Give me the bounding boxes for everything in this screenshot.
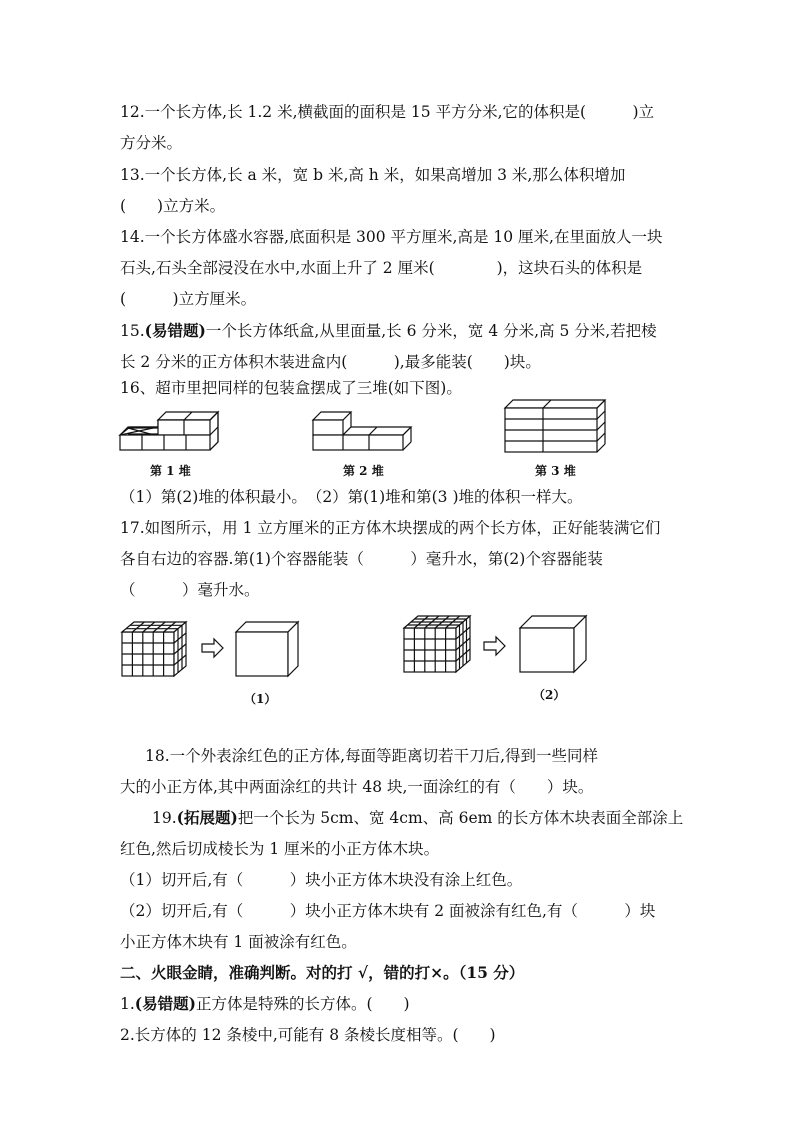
q18-line2: 大的小正方体,其中两面涂红的共计 48 块,一面涂红的有（ ）块。 — [120, 778, 594, 796]
q19-tag: (拓展题) — [176, 808, 238, 827]
q19-line3: （1）切开后,有（ ）块小正方体木块没有涂上红色。 — [120, 871, 523, 889]
q19-number: 19. — [152, 809, 177, 827]
q15-number: 15. — [120, 322, 145, 340]
q13-line2: ( )立方米。 — [120, 197, 226, 215]
q14-line3: ( )立方厘米。 — [120, 290, 257, 308]
stack-1-caption: 第 1 堆 — [150, 464, 191, 478]
q15-line2: 长 2 分米的正方体积木装进盒内( ),最多能装( )块。 — [120, 353, 541, 371]
q16-answer: （1）第(2)堆的体积最小。 （2）第(1)堆和第(3 )堆的体积一样大。 — [120, 488, 583, 506]
q15-line1 — [120, 320, 657, 342]
q12-line2: 方分米。 — [120, 134, 183, 152]
stack-2-figure — [311, 410, 421, 455]
stack-3-caption: 第 3 堆 — [535, 464, 576, 478]
q19-line4: （2）切开后,有（ ）块小正方体木块有 2 面被涂有红色,有（ ）块 — [120, 902, 656, 920]
judge-1-text: 正方体是特殊的长方体。( ) — [195, 995, 410, 1013]
stack-3-figure — [503, 398, 609, 456]
q15-text: 一个长方体纸盒,从里面量,长 6 分米，宽 4 分米,高 5 分米,若把棱 — [205, 322, 657, 340]
stack-1-figure — [118, 410, 228, 455]
judge-1-number: 1. — [120, 995, 135, 1013]
q16-line1: 16、超市里把同样的包装盒摆成了三堆(如下图)。 — [120, 379, 462, 397]
q17-line2: 各自右边的容器.第(1)个容器能装（ ）毫升水，第(2)个容器能装 — [120, 550, 603, 568]
q14-line1: 14.一个长方体盛水容器,底面积是 300 平方厘米,高是 10 厘米,在里面放人一块 — [120, 228, 663, 246]
figure-1-caption: （1） — [244, 692, 277, 706]
figure-2-caption: （2） — [533, 688, 566, 702]
q19-line5: 小正方体木块有 1 面被涂有红色。 — [120, 933, 357, 951]
judge-2: 2.长方体的 12 条棱中,可能有 8 条棱长度相等。( ) — [120, 1026, 496, 1044]
q12-line1: 12.一个长方体,长 1.2 米,横截面的面积是 15 平方分米,它的体积是( )立 — [120, 103, 655, 121]
judge-1-tag: (易错题) — [134, 994, 196, 1013]
q19-line1 — [152, 807, 683, 829]
q17-line3: （ ）毫升水。 — [120, 581, 260, 599]
q17-line1: 17.如图所示，用 1 立方厘米的正方体木块摆成的两个长方体，正好能装满它们 — [120, 519, 661, 537]
figure-1-blocks — [120, 620, 310, 680]
q14-line2: 石头,石头全部浸没在水中,水面上升了 2 厘米( )，这块石头的体积是 — [120, 259, 643, 277]
q18-line1: 18.一个外表涂红色的正方体,每面等距离切若干刀后,得到一些同样 — [145, 747, 599, 765]
q13-line1: 13.一个长方体,长 a 米，宽 b 米,高 h 米，如果高增加 3 米,那么体积增加 — [120, 166, 626, 184]
q19-line2: 红色,然后切成棱长为 1 厘米的小正方体木块。 — [120, 840, 440, 858]
figure-2-blocks — [402, 614, 592, 678]
judge-1 — [120, 993, 410, 1015]
q15-tag: (易错题) — [144, 321, 206, 340]
q19-text: 把一个长为 5cm、宽 4cm、高 6em 的长方体木块表面全部涂上 — [237, 809, 684, 827]
section-2-title: 二、火眼金睛，准确判断。对的打 √，错的打×。（15 分） — [120, 963, 525, 982]
stack-2-caption: 第 2 堆 — [343, 464, 384, 478]
